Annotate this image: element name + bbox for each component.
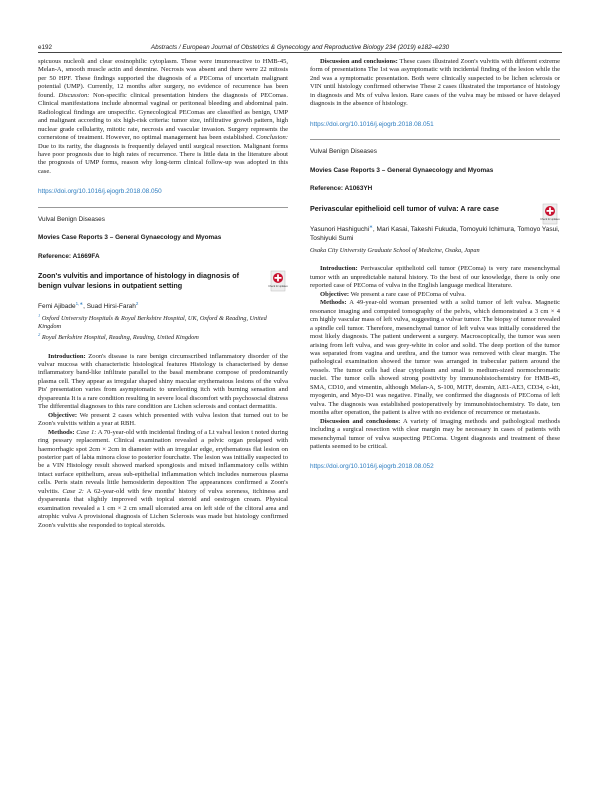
reference-id: Reference: A1669FA <box>38 252 100 260</box>
discussion-paragraph: Discussion and conclusions: These cases illustrated Zoon's vulvitis with different extreme form of presentations The 1st was asymptomatic with incidental finding of the lesion while the 2nd was a symptomatic presentation. Both were clinically suspected to be lichen sclerosis or VIN until histology confirmed otherwise These 2 cases illustrated the importance of histology in diagnosis and Mx of vulva lesion. Rare cases of the vulva may be missed or have delayed diagnosis in the absence of histology. <box>310 58 560 108</box>
affiliation: $^2$ Royal Berkshire Hospital, Reading, Reading, United Kingdom <box>38 332 199 342</box>
abstract-title-block <box>310 203 560 221</box>
affiliation: Osaka City University Graduate School of Medicine, Osaka, Japan <box>310 247 480 255</box>
reference-id: Reference: A1063YH <box>310 185 373 193</box>
header-divider <box>38 52 562 53</box>
crossmark-icon[interactable] <box>270 271 286 291</box>
doi-link[interactable]: https://doi.org/10.1016/j.ejogrb.2018.08.052 <box>310 463 434 471</box>
session-title: Movies Case Reports 3 – General Gynaecology and Myomas <box>38 234 222 242</box>
right-column <box>310 58 560 472</box>
page-header <box>38 44 562 56</box>
journal-citation: Abstracts / European Journal of Obstetrics & Gynecology and Reproductive Biology 234 (2019) e182–e230 <box>150 44 450 51</box>
intro-paragraph: Introduction: Zoon's disease is rare benign circumscribed inflammatory disorder of the vulvar mucosa with characteristic histological features Histology is characterised by dense inflammatory band-like infiltrate parallel to the basal membrane compose of predominantly plasma cell. They appear as irregular shaped shiny macular erythematous lesions of the vulva Pts' presentation varies from asymptomatic to unrelenting itch with burning sensation and dyspareunia It is a rare condition resulting in severe local discomfort with psychosocial distress The differential diagnoses to this rare condition are Lichen sclerosis and contact dermatitis. <box>38 352 288 411</box>
author-list: Yasunori Hashiguchi∗, Mari Kasai, Takeshi Fukuda, Tomoyuki Ichimura, Tomoyo Yasui, Toshiyuki Sumi <box>310 223 560 242</box>
author-list: Femi Ajibade$^{1,∗}$, Suad Hirsi-Farah$^2$ <box>38 300 139 311</box>
page-number: e192 <box>38 44 53 51</box>
discussion-paragraph: Discussion and conclusions: A variety of imaging methods and pathological methods including a surgical resection with clear margin may be necessary in cases of patients with mesenchymal tumor of vulva suspecting PEComa. Urgent diagnosis and treatment of these patients seemed to be critical. <box>310 417 560 450</box>
section-divider <box>310 139 560 140</box>
category-label: Vulval Benign Diseases <box>310 148 377 156</box>
doi-link[interactable]: https://doi.org/10.1016/j.ejogrb.2018.08.050 <box>38 188 162 196</box>
doi-link[interactable]: https://doi.org/10.1016/j.ejogrb.2018.08.051 <box>310 120 434 128</box>
abstract-title: Zoon's vulvitis and importance of histology in diagnosis of benign vulvar lesions in outpatient setting <box>38 271 239 290</box>
methods-paragraph: Methods: Case 1: A 70-year-old with incidental finding of a Lt valval lesion t noted during ring pessary replacement. Clinical examination revealed a pelvic organ prolapsed with haemorrhagic spot 2cm × 2cm in diameter with an irregular edge, erythematous flat lesion on posterior part of labia minora close to posterior fourchatte. The lesion was initially suspected to be a VIN Histology result showed marked spongiosis and mixed inflammatory cells within intact surface epithelium, areas sub-epithelial inflammation which includes numerous plasma cells. Peris stain reveals little hemosiderin deposition The appearances confirmed a Zoon's vulvitis. Case 2: A 62-year-old with few months' history of vulva soreness, itchiness and dyspareunia that slightly improved with topical steroid and oestrogen cream. Physical examination revealed a 1 cm × 2 cm small ulcerated area on left side of the clitoral area and atrophic vulva A provisional diagnosis of Lichen Sclerosis was made but histology confirmed Zoon's vulvitis she responded to topical steroids. <box>38 428 289 529</box>
continued-abstract: spicuous nucleoli and clear eosinophilic cytoplasm. These were imunoreactive to HMB-45, Melan-A, smooth muscle actin and desmine. Necrosis was absent and there were 22 mitosis per 50 HPF. These findings supported the diagnosis of a PEComa of uncertain malignant potential (UMP). Currently, 12 months after surgery, no evidence of recurrence has been found. Discussion: Non-specific clinical presentation hinders the diagnosis of PEComas. Clinical manifestations include abnormal vaginal or peritoneal bleeding and abdominal pain. Radiological findings are unspecific. Gynecological PEComas are classified as benign, UMP and malignant according to six high-risk criteria: tumor size, infiltrative growth pattern, high nuclear grade cellularity, mitotic rate, necrosis and vascular invasion. Surgery represents the cornerstone of treatment. However, no optimal management has been established. Conclusion: Due to its rarity, the diagnosis is frequently delayed until surgical resection. Malignant forms have poor prognosis due to high rates of recurrence. There is little data in the literature about the prognosis of UMP forms, reason why long-term clinical follow-up was adopted in this case. <box>38 58 289 175</box>
objective-paragraph: Objective: We present 2 cases which presented with vulva lesion that turned out to be Zoon's vulvitis within a year at RBH. <box>38 411 288 428</box>
section-divider <box>38 207 288 208</box>
methods-paragraph: Methods: A 49-year-old woman presented with a solid tumor of left vulva. Magnetic resonance imaging and computed tomography of the pelvis, which demonstrated a 3 cm × 4 cm highly vascular mass of left vulva, suggesting a vulvar tumor. The biopsy of tumor revealed a spindle cell tumor. Therefore, mesenchymal tumor of left vulva was initially considered the most likely diagnosis. The patient underwent a surgery. Macroscopically, the tumor was seen arising from left vulva, and was grey-white in color and solid. The deep portion of the tumor was separated from vagina and urethra, and the tumor was removed with clear margin. The pathological examination showed the tumor was arranged in trabecular pattern around the vessels. The tumor cells had clear cytoplasm and small to medium-sized normochromatic nuclei. The tumor cells showed strong positivity by immunohistochemistry for HMB-45, SMA, CD10, and vimentin, although Melan-A, S-100, MiTF, desmin, AE1-AE3, CD34, c-kit, myogenin, and Myo-D1 was negative. Finally, we confirmed the diagnosis of PEComa of left vulva. The diagnosis was established postoperatively by immunohistochemistry. To date, ten months after operation, the patient is alive with no evidence of recurrence or metastasis. <box>310 299 560 417</box>
category-label: Vulval Benign Diseases <box>38 215 105 223</box>
abstract-title: Perivascular epithelioid cell tumor of vulva: A rare case <box>310 203 499 213</box>
intro-paragraph: Introduction: Perivascular epithelioid cell tumor (PEComa) is very rare mesenchymal tumor with an unpredictable natural history. To the best of our knowledge, there is only one reported case of PEComa of vulva in the English language medical literature. <box>310 265 560 290</box>
crossmark-label: Check for updates <box>540 217 560 221</box>
abstract-title-block <box>38 271 288 290</box>
crossmark-icon[interactable] <box>542 204 558 224</box>
session-title: Movies Case Reports 3 – General Gynaecology and Myomas <box>310 166 494 174</box>
crossmark-label: Check for updates <box>268 285 288 289</box>
left-column <box>38 58 288 530</box>
affiliation: $^1$ Oxford University Hospitals & Royal Berkshire Hospital, UK, Oxford & Reading, United Kingdom <box>38 312 267 331</box>
objective-paragraph: Objective: We present a rare case of PEComa of vulva. <box>320 290 466 298</box>
